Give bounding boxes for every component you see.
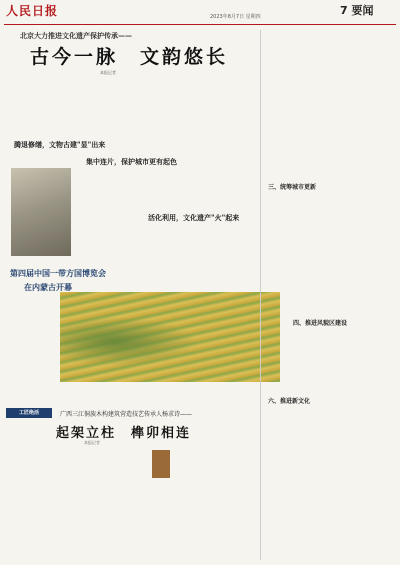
dateline: 2023年8月7日 星期四 [210, 14, 261, 20]
portrait-photo [11, 168, 71, 256]
right-subhead-3: 六、推进新文化 [268, 398, 311, 405]
newspaper-logo: 人民日报 [6, 4, 59, 18]
lead-byline: 本报记者 [100, 70, 120, 75]
right-subhead-1: 三、统筹城市更新 [268, 184, 317, 191]
column-rule [260, 30, 261, 560]
lead-subhead-a: 腾退修缮，文物古建"显"出来 [14, 140, 106, 149]
lead-kicker: 北京大力推进文化遗产保护传承—— [20, 31, 132, 40]
feature-photo [152, 450, 170, 478]
feature-headline: 起架立柱 榫卯相连 [56, 426, 192, 441]
story2-headline-line1: 第四届中国一带方国博览会 [10, 268, 106, 278]
terraced-fields-photo [60, 292, 280, 382]
page-number: 7 要闻 [340, 4, 374, 17]
feature-kicker: 广西三江侗族木构建筑营造技艺传承人杨求诗—— [60, 411, 193, 418]
lead-headline: 古今一脉 文韵悠长 [30, 46, 229, 68]
feature-tag: 工匠绝活 [6, 408, 52, 418]
lead-subhead-c: 活化利用，文化遗产"火"起来 [148, 213, 240, 222]
feature-byline: 本报记者 [84, 440, 104, 445]
lead-subhead-b: 集中连片，保护城市更有起色 [86, 157, 177, 166]
story2-headline-line2: 在内蒙古开幕 [24, 282, 72, 292]
right-subhead-2: 四、推进风貌区建设 [293, 320, 348, 327]
masthead-rule [4, 24, 396, 25]
